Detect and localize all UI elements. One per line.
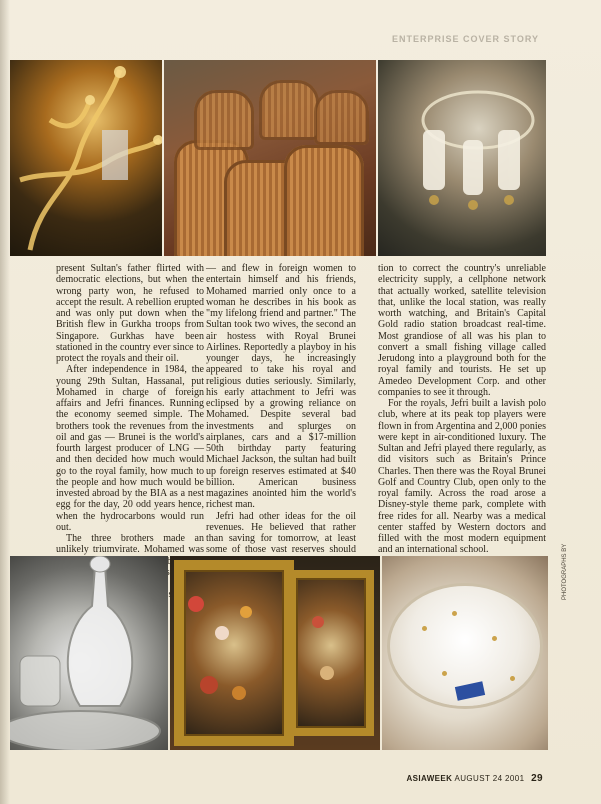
painting-frame bbox=[288, 570, 374, 736]
painting-frame bbox=[174, 560, 294, 746]
binding-shadow bbox=[0, 0, 10, 804]
flower bbox=[215, 626, 229, 640]
chair bbox=[194, 90, 254, 150]
flower bbox=[240, 606, 252, 618]
gold-fleck bbox=[510, 676, 515, 681]
gold-fleck bbox=[422, 626, 427, 631]
paragraph: For the royals, Jefri built a lavish polo club, where at its peak top players were flown in from Argentina and 2,000 ponies were kept in air-conditioned luxury. The Sultan and Jefri played there regularly, as did visitors such as Britain's Prince Charles. Then there was the Royal Brunei Golf and Country Club, open only to the royal family. Across the road arose a Disney-style theme park, complete with free rides for all. Nearby was a medical center staffed by Western doctors and filled with the most modern equipment and an international school. bbox=[378, 398, 546, 556]
candelabra-shape bbox=[10, 60, 162, 256]
issue-date: AUGUST 24 2001 bbox=[454, 774, 525, 783]
paragraph: The three brothers made an unlikely triumvirate. Mohamed was bbox=[56, 533, 204, 556]
gold-fleck bbox=[442, 671, 447, 676]
page-footer bbox=[406, 773, 543, 784]
paragraph: present Sultan's father flirted with democratic elections, but when the wrong party won, he refused to accept the result. A rebellion erupted and was only put down when the British flew in Gurkha troops from Singapore. Gurkhas have been stationed in the country ever since to protect the royals and their oil. bbox=[56, 263, 204, 364]
gold-fleck bbox=[492, 636, 497, 641]
section-tag: ENTERPRISE COVER STORY bbox=[392, 34, 540, 44]
decanter-shape bbox=[10, 556, 168, 750]
paragraph: Jefri had other ideas for the oil revenues. He believed that rather than saving for tomorrow, at least some of those vast reserves should bbox=[206, 510, 356, 556]
paragraph: After independence in 1984, the young 29th Sultan, Hassanal, put Mohamed in charge of foreign affairs and Jefri finances. Running the economy seemed simple. The brothers took the revenues from the oil and gas — Brunei is the world's fourth largest producer of LNG — and then decided how much would go to the royal family, how much to the people and how much would be invested abroad by the BIA as a nest egg for the day, 20 odd years hence, when the hydrocarbons would run out. bbox=[56, 364, 204, 533]
photo-rattan-chairs bbox=[164, 60, 376, 256]
chandelier-shape bbox=[378, 60, 546, 256]
photo-gold-candelabra bbox=[10, 60, 162, 256]
photo-marble-basin bbox=[382, 556, 548, 750]
paragraph: — and flew in foreign women to entertain himself and his friends, Mohamed married only once to a woman he describes in his book as "my lifelong friend and partner." The Sultan took two wives, the second an air hostess with Royal Brunei Airlines. Reportedly a playboy in his younger days, he increasingly appeared to take his royal and religious duties seriously. Similarly, his early attachment to Jefri was eclipsed by a growing reliance on Mohamed. Despite several bad investments and splurges on airplanes, cars and a $17-million 50th birthday party featuring Michael Jackson, the sultan had built up foreign reserves estimated at $40 billion. American business magazines anointed him the world's richest man. bbox=[206, 263, 356, 511]
photo-credit: PHOTOGRAPHS BY bbox=[562, 543, 568, 600]
article-column-1 bbox=[56, 263, 204, 601]
chair bbox=[284, 145, 364, 256]
flower bbox=[320, 666, 334, 680]
photo-framed-still-life bbox=[170, 556, 380, 750]
magazine-name: ASIAWEEK bbox=[406, 774, 453, 783]
flower bbox=[200, 676, 218, 694]
article-column-3 bbox=[378, 263, 546, 556]
photo-silver-decanter bbox=[10, 556, 168, 750]
flower bbox=[188, 596, 204, 612]
gold-fleck bbox=[452, 611, 457, 616]
photo-crystal-chandelier bbox=[378, 60, 546, 256]
flower bbox=[312, 616, 324, 628]
chair bbox=[259, 80, 319, 140]
paragraph: tion to correct the country's unreliable electricity supply, a cellphone network that actually worked, satellite television that, unlike the local station, was really worth watching, and Britain's Capital Gold radio station broadcast real-time. Most grandiose of all was his plan to convert a small fishing village called Jerudong into a playground both for the royal family and tourists. He set up Amedeo Development Corp. and other companies to see it through. bbox=[378, 263, 546, 398]
page-number: 29 bbox=[531, 773, 543, 784]
chair bbox=[314, 90, 369, 145]
flower bbox=[232, 686, 246, 700]
